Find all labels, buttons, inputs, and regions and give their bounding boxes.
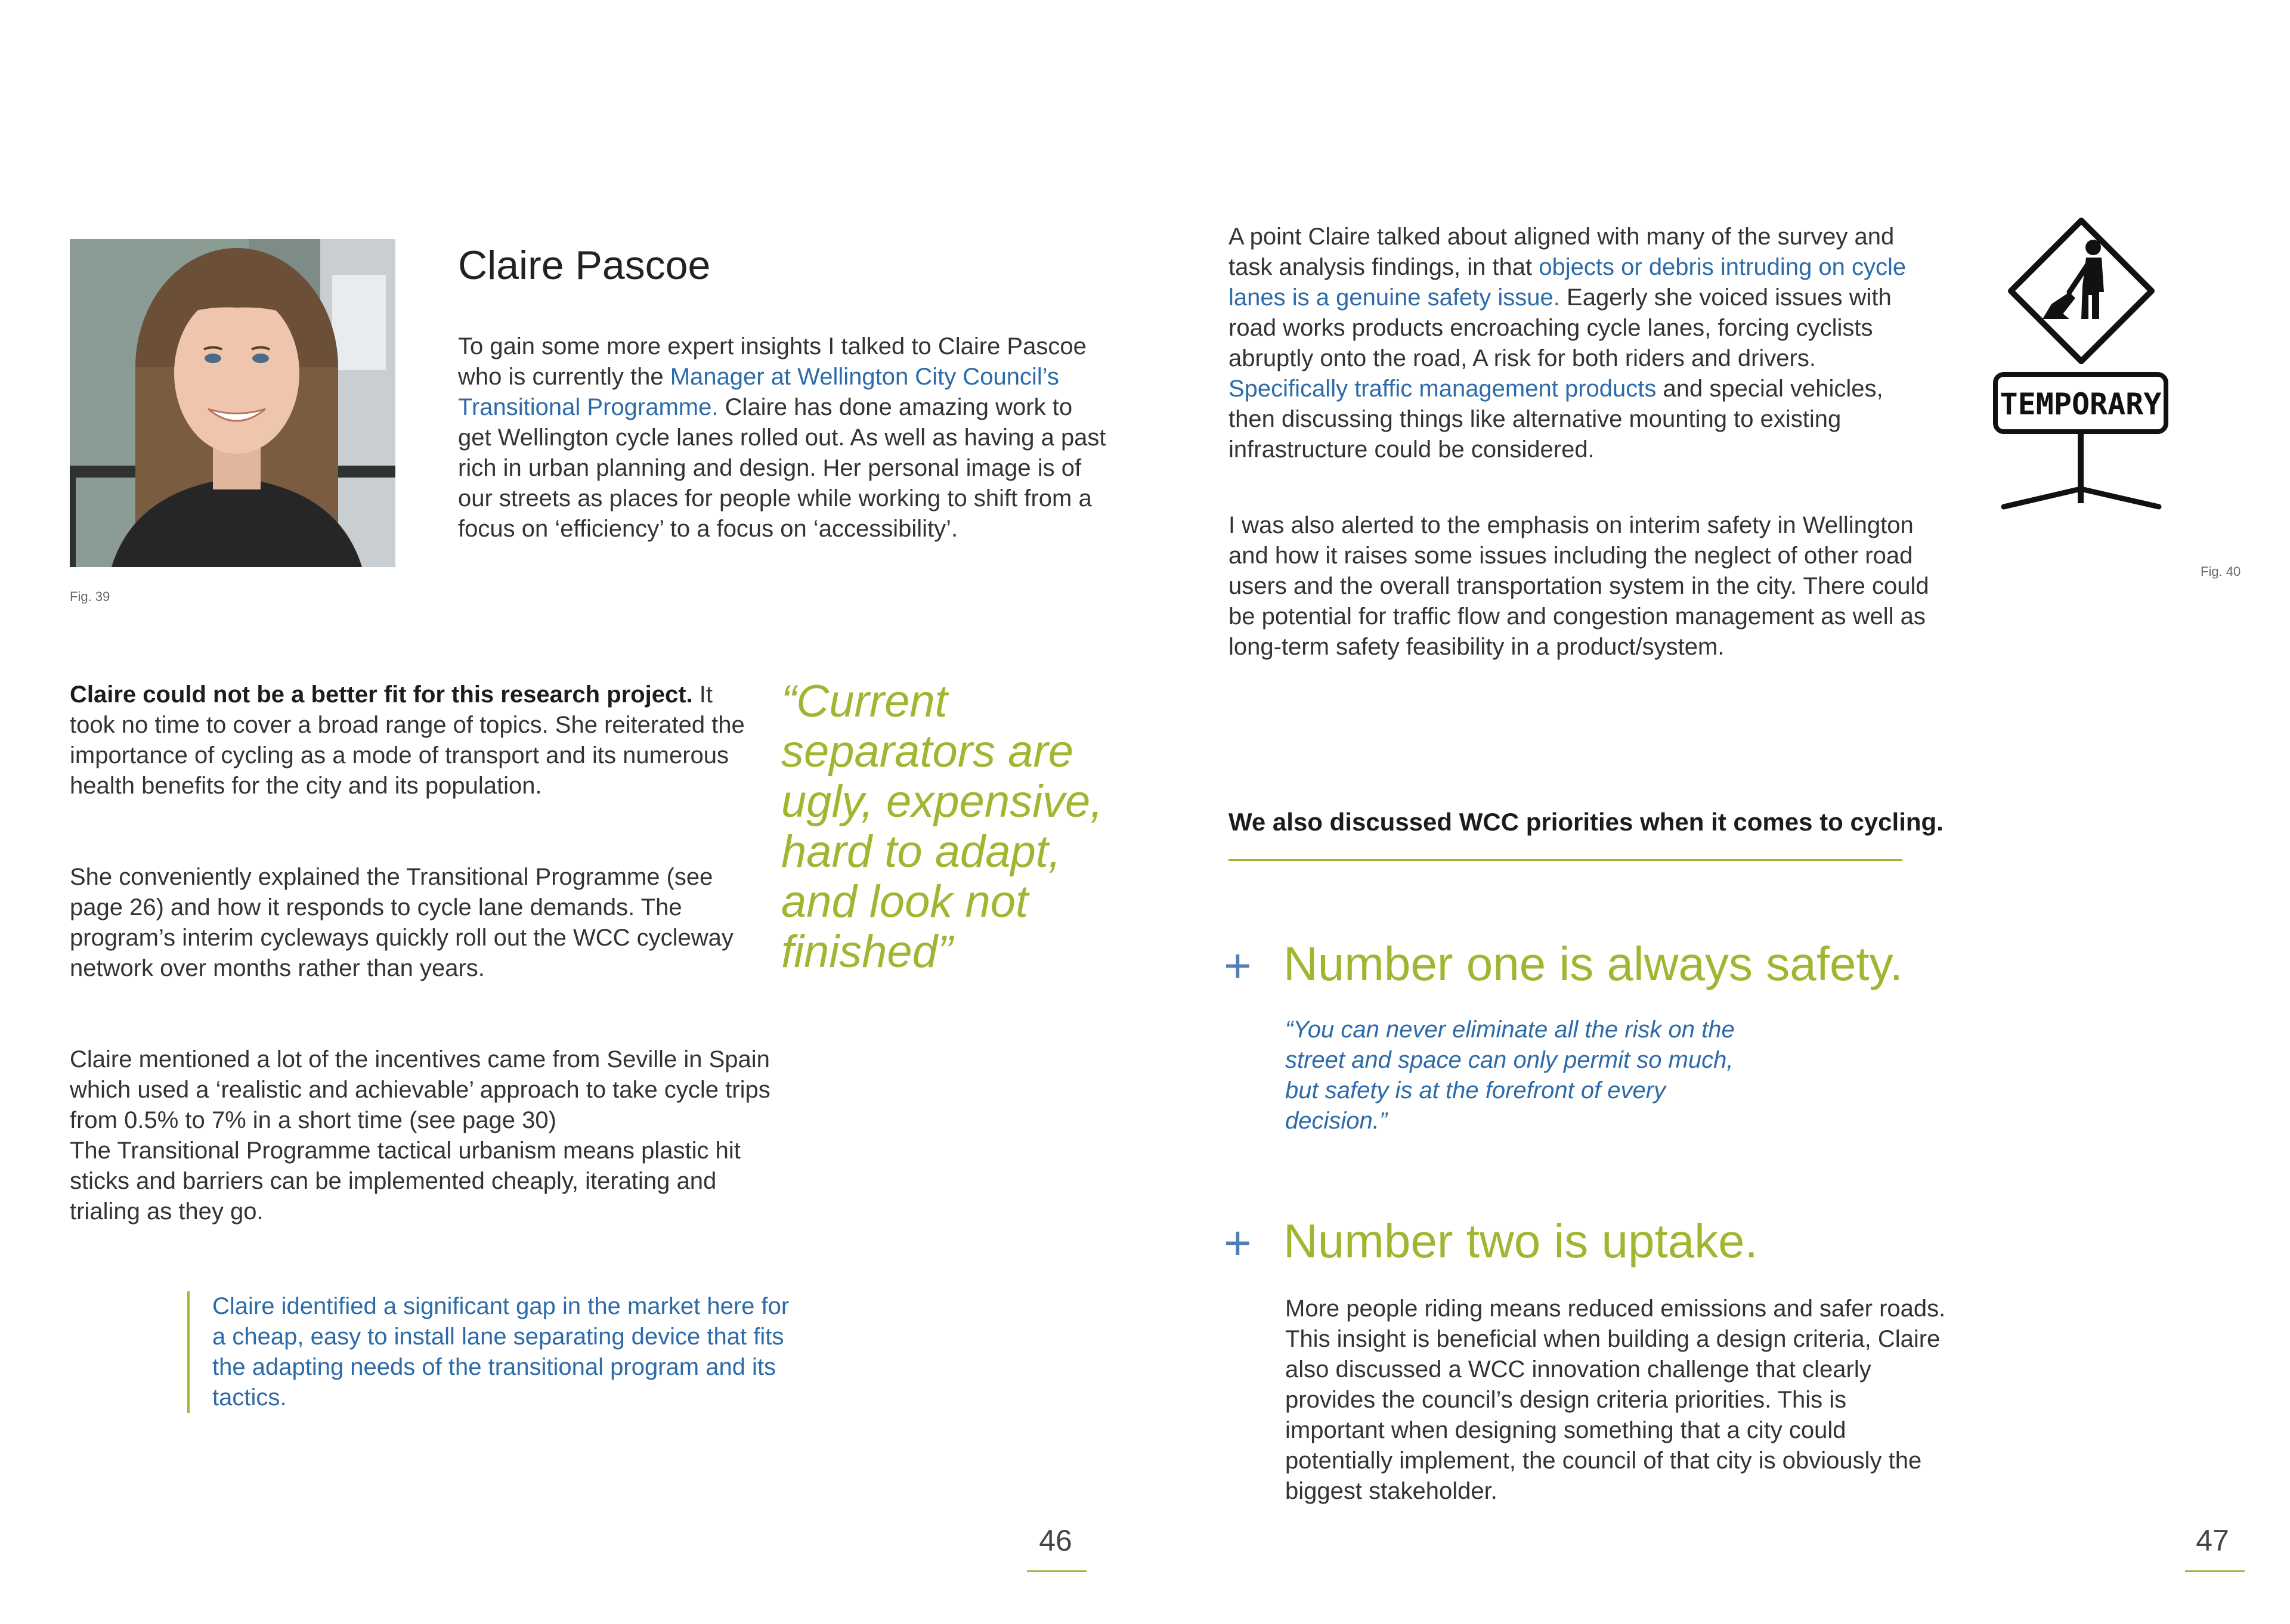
- left-paragraph-3-line-2: The Transitional Programme tactical urbanism means plastic hit sticks and barriers can be implemented cheaply, iterating and trialing as they go.: [70, 1138, 741, 1225]
- page-number-right: 47: [2196, 1524, 2229, 1557]
- priority-1-heading: Number one is always safety.: [1283, 937, 1903, 990]
- intro-text-2: Claire has done amazing work to get Wellington cycle lanes rolled out. As well as having a past rich in urban planning and design. Her personal image is of our streets as places for people while working to shift from a focus on ‘efficiency’ to a focus on ‘accessibility’.: [458, 394, 1106, 542]
- left-paragraph-1: [70, 680, 756, 801]
- fig-39-caption: Fig. 39: [70, 589, 110, 604]
- intro-text-1: To gain some more expert insights I talked to Claire Pascoe who is currently the: [458, 333, 1087, 390]
- plus-icon: +: [1224, 939, 1252, 992]
- market-gap-callout: Claire identified a significant gap in the market here for a cheap, easy to install lane separating device that fits the adapting needs of the transitional program and its tactics.: [187, 1291, 809, 1413]
- right-paragraph-1-text-2: Eagerly she voiced issues with road works products encroaching cycle lanes, forcing cyclists abruptly onto the road, A risk for both riders and drivers.: [1228, 284, 1892, 371]
- page-number-left: 46: [1039, 1524, 1072, 1557]
- right-paragraph-2: I was also alerted to the emphasis on interim safety in Wellington and how it raises some issues including the neglect of other road users and the overall transportation system in the city. There could be potential for traffic flow and congestion management as well as long-term safety feasibility in a product/system.: [1228, 512, 1929, 660]
- left-paragraph-3: [70, 1045, 773, 1227]
- left-paragraph-1-rest: It took no time to cover a broad range of topics. She reiterated the importance of cycling as a mode of transport and its numerous health benefits for the city and its population.: [70, 681, 745, 799]
- page-number-right-rule: [2185, 1570, 2245, 1572]
- wcc-heading-rule: [1228, 859, 1902, 861]
- intro-paragraph: [458, 331, 1108, 544]
- wcc-priorities-heading: We also discussed WCC priorities when it comes to cycling.: [1228, 808, 1944, 836]
- temporary-roadworks-sign-icon: [1986, 215, 2177, 525]
- priority-2-heading: Number two is uptake.: [1283, 1214, 1758, 1267]
- priority-1-quote: “You can never eliminate all the risk on the street and space can only permit so much, but safety is at the forefront of every decision.”: [1285, 1016, 1735, 1134]
- claire-pascoe-photo: [70, 239, 395, 567]
- plus-icon: +: [1224, 1216, 1252, 1269]
- fig-40-caption: Fig. 40: [2201, 564, 2241, 579]
- left-paragraph-2: She conveniently explained the Transitional Programme (see page 26) and how it responds to cycle lane demands. The program’s interim cycleways quickly roll out the WCC cycleway network over months rather than years.: [70, 864, 734, 981]
- safety-issue-link: objects or debris intruding on cycle lanes is a genuine safety issue.: [1228, 254, 1907, 311]
- sign-text: TEMPORARY: [2000, 387, 2162, 422]
- right-paragraph-1-text-1: A point Claire talked about aligned with many of the survey and task analysis findings, in that: [1228, 224, 1895, 280]
- page-number-left-rule: [1027, 1570, 1087, 1572]
- priority-2-body: More people riding means reduced emissions and safer roads. This insight is beneficial when building a design criteria, Claire also discussed a WCC innovation challenge that clearly provides the council’s design criteria priorities. This is important when designing something that a city could potentially implement, the council of that city is obviously the biggest stakeholder.: [1285, 1296, 1946, 1504]
- left-paragraph-3-line-1: Claire mentioned a lot of the incentives came from Seville in Spain which used a ‘realistic and achievable’ approach to take cycle trips from 0.5% to 7% in a short time (see page 30): [70, 1046, 770, 1133]
- traffic-management-link: Specifically traffic management products: [1228, 376, 1657, 402]
- intro-programme-link: Manager at Wellington City Council’s Transitional Programme.: [458, 364, 1059, 420]
- portrait-image: [70, 239, 395, 567]
- pull-quote: “Current separators are ugly, expensive, hard to adapt, and look not finished”: [781, 676, 1103, 977]
- left-paragraph-1-bold: Claire could not be a better fit for this research project.: [70, 681, 693, 708]
- right-paragraph-1-text-3: and special vehicles, then discussing things like alternative mounting to existing infrastructure could be considered.: [1228, 376, 1883, 463]
- right-paragraph-1: [1228, 222, 1932, 465]
- person-name-heading: Claire Pascoe: [458, 243, 711, 288]
